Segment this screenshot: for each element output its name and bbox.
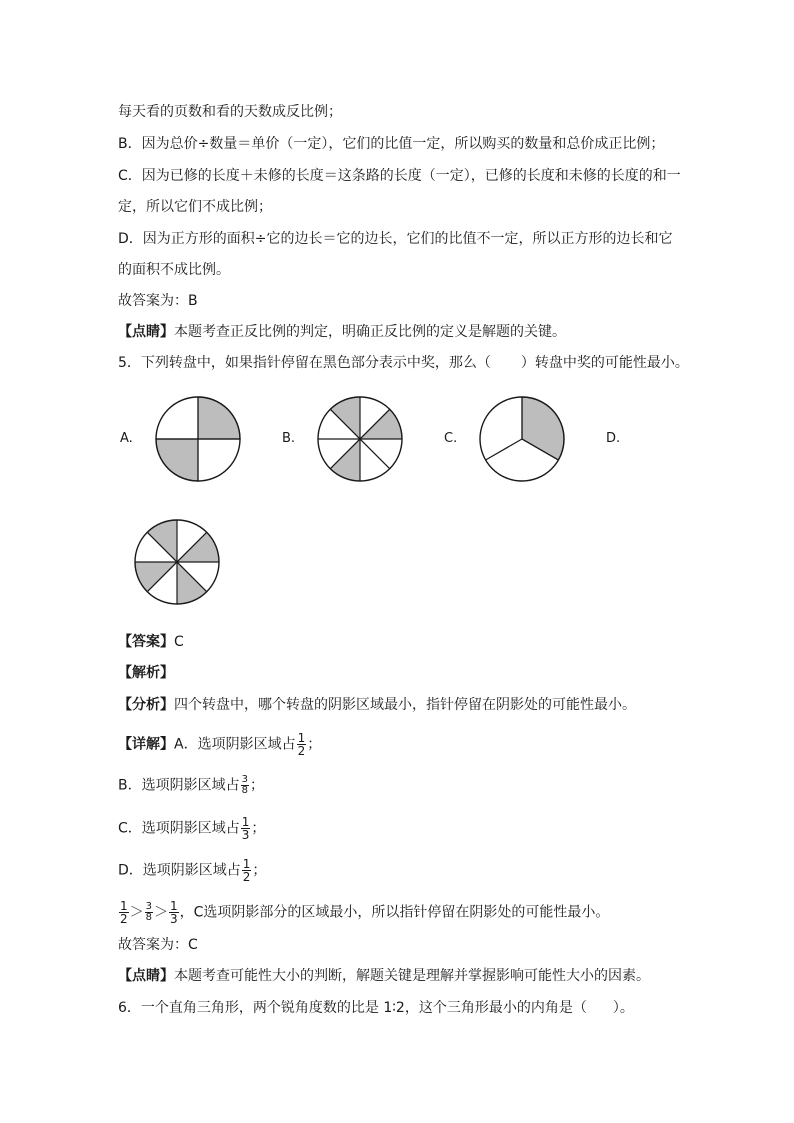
analysis-tag: 【解析】 <box>118 665 174 681</box>
spinner-c <box>479 396 565 482</box>
question-6-text-a: 6．一个直角三角形，两个锐角度数的比是 1∶2，这个三角形最小的内角是（ <box>118 1000 587 1016</box>
point-line-2 <box>118 967 650 985</box>
detail-a-text: A．选项阴影区域占 <box>174 736 296 753</box>
option-b-label: B. <box>282 431 296 446</box>
fraction-denominator: 3 <box>170 912 178 926</box>
detail-b <box>118 775 264 796</box>
text-line: B．因为总价÷数量＝单价（一定），它们的比值一定，所以购买的数量和总价成正比例； <box>118 136 665 152</box>
answer-tag: 【答案】 <box>118 634 174 650</box>
fraction-denominator: 8 <box>145 912 153 923</box>
comparison-text: ，C选项阴影部分的区域最小，所以指针停留在阴影处的可能性最小。 <box>179 904 610 921</box>
comparison-line <box>118 900 609 925</box>
answer-line: 故答案为：B <box>118 293 198 309</box>
separator: ； <box>249 777 264 794</box>
fraction-numerator: 1 <box>242 857 251 871</box>
spinner-d <box>134 519 220 605</box>
detail-c-text: C．选项阴影区域占 <box>118 820 240 837</box>
detail-d-text: D．选项阴影区域占 <box>118 862 241 879</box>
fraction <box>145 902 153 923</box>
fraction-numerator: 1 <box>241 815 250 829</box>
option-d-label: D. <box>606 431 621 446</box>
fraction-denominator: 3 <box>241 828 250 842</box>
spinner-d-shaded-sector <box>147 520 177 562</box>
point-text: 本题考查正反比例的判定，明确正反比例的定义是解题的关键。 <box>174 324 566 340</box>
separator: ； <box>251 820 266 837</box>
fraction-numerator: 1 <box>120 899 128 913</box>
fraction <box>241 775 249 796</box>
fraction-denominator: 2 <box>297 744 306 758</box>
fraction <box>241 816 251 841</box>
spinner-d-shaded-sector <box>135 562 177 592</box>
fraction <box>242 858 252 883</box>
detail-a <box>118 732 321 757</box>
greater-than: ＞ <box>154 904 169 921</box>
fraction-denominator: 2 <box>120 912 128 926</box>
text-line: 定，所以它们不成比例； <box>118 199 272 215</box>
fraction-numerator: 3 <box>241 774 248 785</box>
fraction-denominator: 2 <box>242 870 251 884</box>
analysis-text: 四个转盘中，哪个转盘的阴影区域最小，指针停留在阴影处的可能性最小。 <box>174 697 636 713</box>
question-5 <box>118 354 689 372</box>
spinner-b-shaded-sector <box>330 397 360 439</box>
detail-c <box>118 816 265 841</box>
option-a-label: A. <box>120 431 133 446</box>
point-line <box>118 323 566 341</box>
point-tag: 【点睛】 <box>118 968 174 984</box>
separator: ； <box>252 862 267 879</box>
text-line: C．因为已修的长度＋未修的长度＝这条路的长度（一定），已修的长度和未修的长度的和一 <box>118 168 681 184</box>
fraction-numerator: 1 <box>297 731 306 745</box>
spinner-b-shaded-sector <box>360 409 402 439</box>
question-5-text-a: 5．下列转盘中，如果指针停留在黑色部分表示中奖，那么（ <box>118 355 491 371</box>
detail-b-text: B．选项阴影区域占 <box>118 777 240 794</box>
fraction-denominator: 8 <box>241 785 248 796</box>
separator: ； <box>307 736 322 753</box>
final-answer-line: 故答案为：C <box>118 937 198 953</box>
answer-section <box>118 633 184 651</box>
analysis-sub-tag: 【分析】 <box>118 697 174 713</box>
option-c-label: C. <box>444 431 458 446</box>
fraction <box>297 732 307 757</box>
detail-tag: 【详解】 <box>118 736 174 753</box>
spinner-d-shaded-sector <box>177 562 207 604</box>
question-6-text-b: ）。 <box>612 1000 634 1016</box>
text-line: D．因为正方形的面积÷它的边长＝它的边长，它们的比值不一定，所以正方形的边长和它 <box>118 231 673 247</box>
detail-d <box>118 858 266 883</box>
spinner-d-shaded-sector <box>177 532 219 562</box>
spinner-b <box>317 396 403 482</box>
answer-value: C <box>174 634 184 650</box>
fraction-numerator: 3 <box>145 901 153 912</box>
question-5-text-b: ）转盘中奖的可能性最小。 <box>520 355 689 371</box>
fraction <box>169 900 179 925</box>
text-line: 的面积不成比例。 <box>118 262 230 278</box>
fraction-numerator: 1 <box>170 899 178 913</box>
point-tag: 【点睛】 <box>118 324 174 340</box>
point-text: 本题考查可能性大小的判断，解题关键是理解并掌握影响可能性大小的因素。 <box>174 968 650 984</box>
text-line: 每天看的页数和看的天数成反比例； <box>118 104 342 120</box>
spinner-a <box>155 396 241 482</box>
fraction <box>119 900 129 925</box>
analysis-line <box>118 696 636 714</box>
spinner-c-divider <box>486 439 522 460</box>
greater-than: ＞ <box>129 904 144 921</box>
question-6 <box>118 999 634 1017</box>
spinner-b-shaded-sector <box>330 439 360 481</box>
